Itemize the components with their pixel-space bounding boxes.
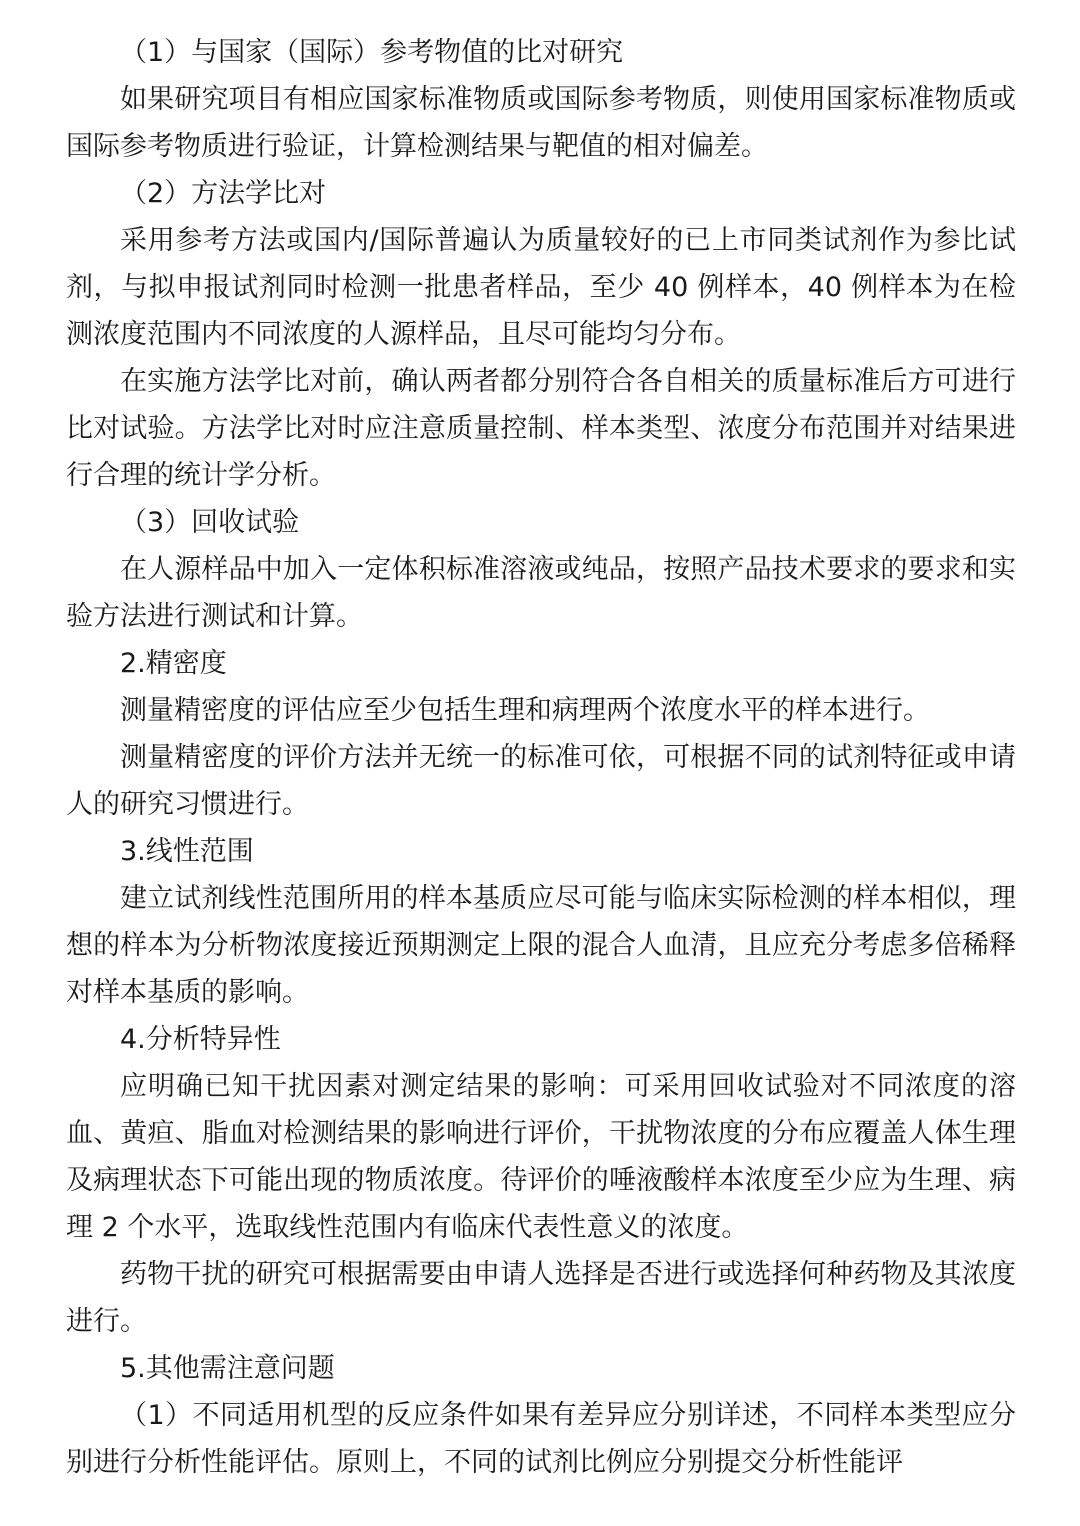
paragraph: 在人源样品中加入一定体积标准溶液或纯品，按照产品技术要求的要求和实验方法进行测试和计算。 — [66, 554, 1016, 632]
section-heading-analytical-specificity: 4.分析特异性 — [120, 1024, 281, 1055]
section-heading-linear-range: 3.线性范围 — [120, 836, 254, 867]
paragraph: 药物干扰的研究可根据需要由申请人选择是否进行或选择何种药物及其浓度进行。 — [66, 1259, 1016, 1337]
paragraph: 测量精密度的评估应至少包括生理和病理两个浓度水平的样本进行。 — [120, 695, 930, 726]
subheading-reference-material-comparison: （1）与国家（国际）参考物值的比对研究 — [120, 37, 624, 68]
subheading-method-comparison: （2）方法学比对 — [120, 178, 327, 209]
paragraph: 如果研究项目有相应国家标准物质或国际参考物质，则使用国家标准物质或国际参考物质进行验证，计算检测结果与靶值的相对偏差。 — [66, 84, 1016, 162]
subheading-recovery-test: （3）回收试验 — [120, 507, 300, 538]
paragraph: （1）不同适用机型的反应条件如果有差异应分别详述，不同样本类型应分别进行分析性能评估。原则上，不同的试剂比例应分别提交分析性能评 — [66, 1400, 1016, 1478]
paragraph: 建立试剂线性范围所用的样本基质应尽可能与临床实际检测的样本相似，理想的样本为分析物浓度接近预期测定上限的混合人血清，且应充分考虑多倍稀释对样本基质的影响。 — [66, 883, 1016, 1008]
document-body — [66, 29, 1016, 1486]
paragraph: 在实施方法学比对前，确认两者都分别符合各自相关的质量标准后方可进行比对试验。方法学比对时应注意质量控制、样本类型、浓度分布范围并对结果进行合理的统计学分析。 — [66, 366, 1016, 491]
paragraph: 测量精密度的评价方法并无统一的标准可依，可根据不同的试剂特征或申请人的研究习惯进行。 — [66, 742, 1016, 820]
paragraph: 应明确已知干扰因素对测定结果的影响：可采用回收试验对不同浓度的溶血、黄疸、脂血对检测结果的影响进行评价，干扰物浓度的分布应覆盖人体生理及病理状态下可能出现的物质浓度。待评价的唾液酸样本浓度至少应为生理、病理 2 个水平，选取线性范围内有临床代表性意义的浓度。 — [66, 1071, 1016, 1243]
section-heading-precision: 2.精密度 — [120, 648, 227, 679]
paragraph: 采用参考方法或国内/国际普遍认为质量较好的已上市同类试剂作为参比试剂，与拟申报试剂同时检测一批患者样品，至少 40 例样本，40 例样本为在检测浓度范围内不同浓度的人源样品，且尽可能均匀分布。 — [66, 225, 1016, 350]
section-heading-other-issues: 5.其他需注意问题 — [120, 1353, 335, 1384]
